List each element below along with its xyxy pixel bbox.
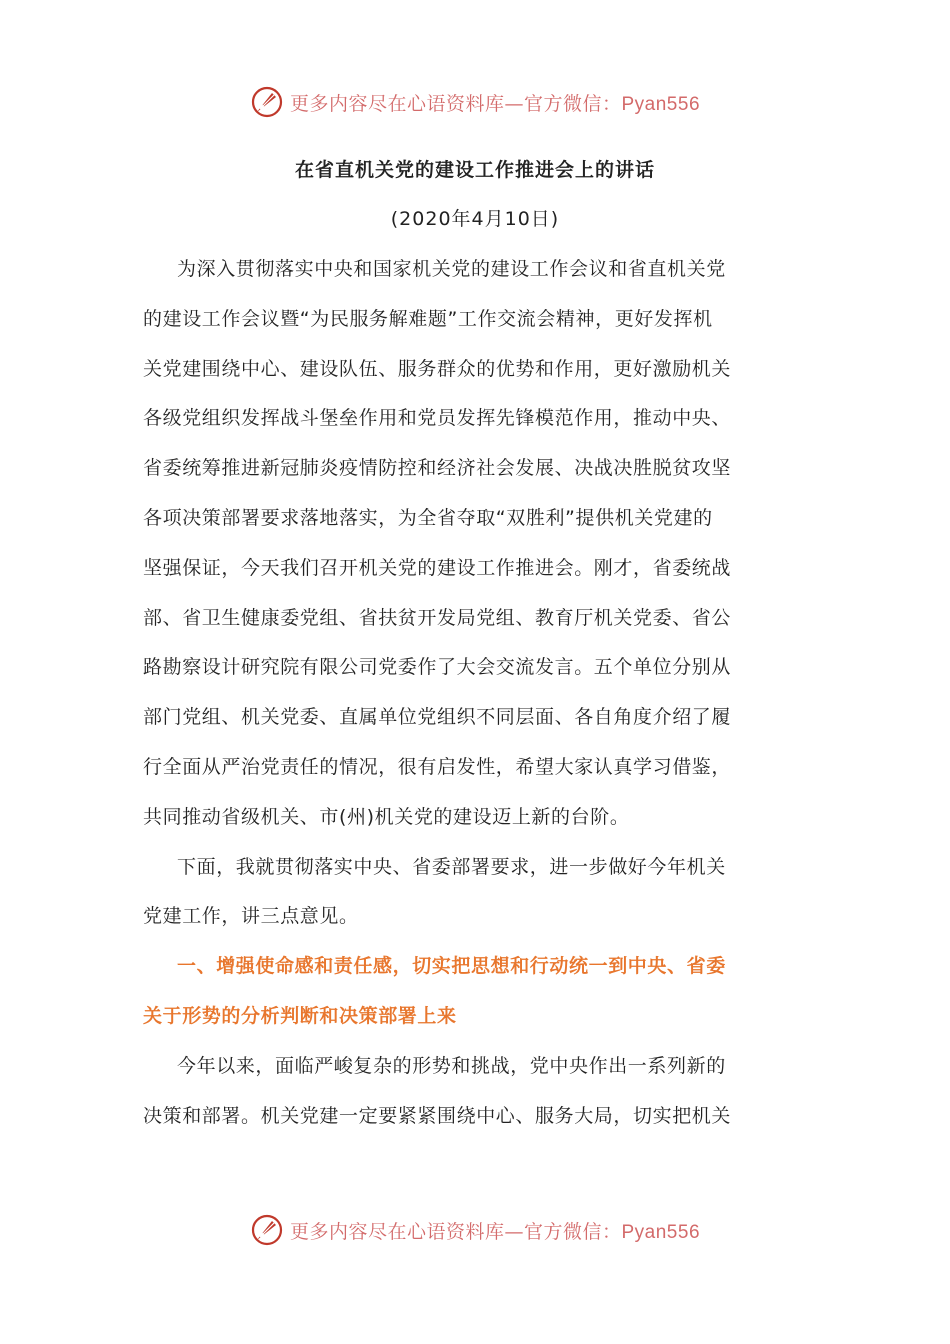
pen-nib-logo-icon [250,85,284,119]
body-line: 党建工作，讲三点意见。 [143,905,359,928]
document-title: 在省直机关党的建设工作推进会上的讲话 [294,159,655,181]
section-heading-line: 关于形势的分析判断和决策部署上来 [143,1004,457,1027]
watermark-wechat-id: Pyan556 [621,1221,701,1243]
body-line: 坚强保证，今天我们召开机关党的建设工作推进会。刚才，省委统战 [143,556,732,579]
section-heading-line: 一、增强使命感和责任感，切实把思想和行动统一到中央、省委 [177,955,726,978]
body-line: 下面，我就贯彻落实中央、省委部署要求，进一步做好今年机关 [177,855,726,878]
body-line: 共同推动省级机关、市(州)机关党的建设迈上新的台阶。 [143,805,630,828]
body-line: 路勘察设计研究院有限公司党委作了大会交流发言。五个单位分别从 [143,656,732,679]
watermark-text: 更多内容尽在心语资料库—官方微信： [289,1220,622,1243]
body-line: 关党建围绕中心、建设队伍、服务群众的优势和作用，更好激励机关 [143,357,732,380]
body-line: 各项决策部署要求落地落实，为全省夺取“双胜利”提供机关党建的 [143,506,713,529]
watermark-footer [0,1210,950,1250]
pen-nib-logo-icon [250,1213,284,1247]
body-line: 省委统筹推进新冠肺炎疫情防控和经济社会发展、决战决胜脱贫攻坚 [143,457,732,480]
body-line: 决策和部署。机关党建一定要紧紧围绕中心、服务大局，切实把机关 [143,1104,732,1127]
watermark-header [0,82,950,122]
document-date: (2020年4月10日) [390,208,560,230]
body-line: 行全面从严治党责任的情况，很有启发性，希望大家认真学习借鉴， [143,755,732,778]
body-line: 为深入贯彻落实中央和国家机关党的建设工作会议和省直机关党 [177,258,726,280]
body-line: 部、省卫生健康委党组、省扶贫开发局党组、教育厅机关党委、省公 [143,606,732,629]
body-line: 今年以来，面临严峻复杂的形势和挑战，党中央作出一系列新的 [177,1054,726,1077]
body-line: 的建设工作会议暨“为民服务解难题”工作交流会精神，更好发挥机 [143,307,713,330]
watermark-wechat-id: Pyan556 [621,93,701,115]
document-body [143,245,807,1141]
body-line: 各级党组织发挥战斗堡垒作用和党员发挥先锋模范作用，推动中央、 [143,407,732,430]
body-line: 部门党组、机关党委、直属单位党组织不同层面、各自角度介绍了履 [143,706,732,729]
watermark-text: 更多内容尽在心语资料库—官方微信： [289,92,622,115]
